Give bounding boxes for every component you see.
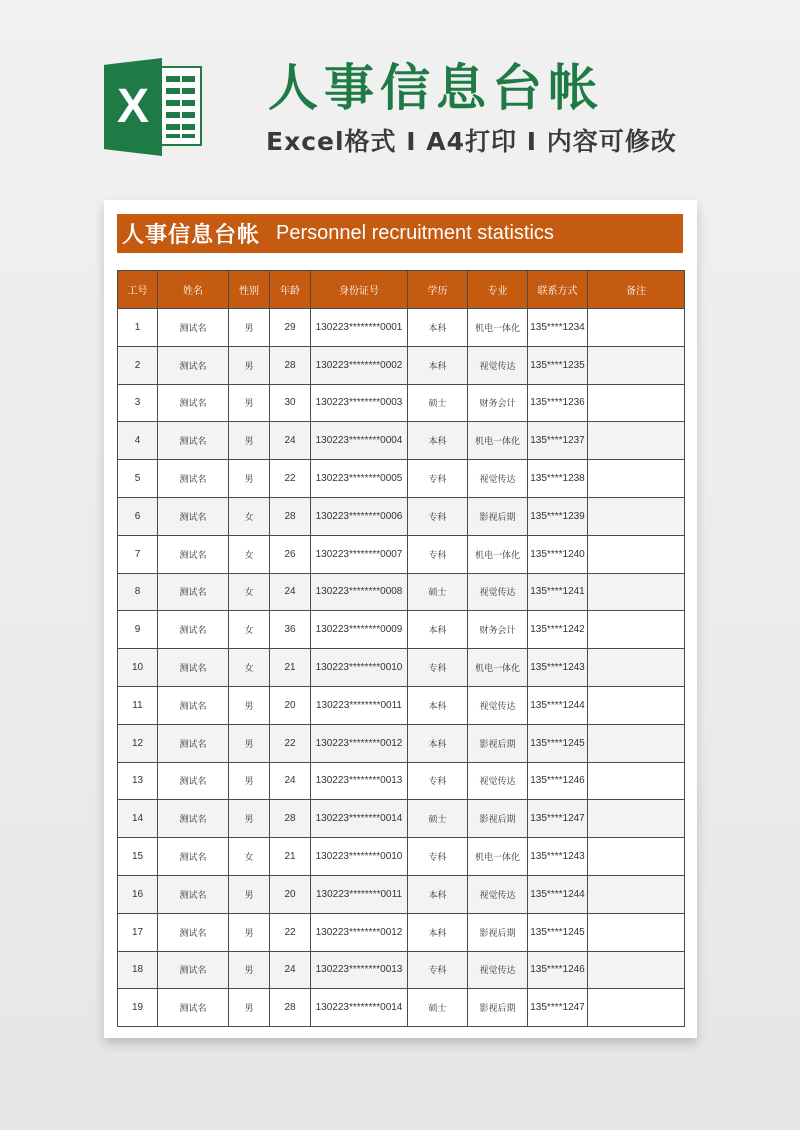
cell-name[interactable]: 测试名 — [158, 497, 229, 535]
cell-idno[interactable]: 130223********0012 — [311, 913, 408, 951]
cell-age[interactable]: 20 — [270, 686, 311, 724]
cell-notes[interactable] — [588, 649, 685, 687]
cell-major[interactable]: 机电一体化 — [468, 649, 528, 687]
cell-contact[interactable]: 135****1243 — [528, 649, 588, 687]
cell-major[interactable]: 视觉传达 — [468, 460, 528, 498]
cell-contact[interactable]: 135****1242 — [528, 611, 588, 649]
cell-education[interactable]: 专科 — [408, 951, 468, 989]
cell-age[interactable]: 21 — [270, 838, 311, 876]
cell-major[interactable]: 机电一体化 — [468, 838, 528, 876]
document-title-en: Personnel recruitment statistics — [276, 222, 554, 244]
table-row — [118, 686, 685, 724]
cell-major[interactable]: 影视后期 — [468, 724, 528, 762]
cell-idno[interactable]: 130223********0004 — [311, 422, 408, 460]
cell-notes[interactable] — [588, 951, 685, 989]
page-subtitle: Excel格式 I A4打印 I 内容可修改 — [266, 127, 677, 156]
column-header-education[interactable]: 学历 — [408, 271, 468, 309]
cell-name[interactable]: 测试名 — [158, 422, 229, 460]
cell-age[interactable]: 28 — [270, 989, 311, 1027]
cell-idno[interactable]: 130223********0009 — [311, 611, 408, 649]
cell-gender[interactable]: 女 — [229, 611, 270, 649]
cell-gender[interactable]: 男 — [229, 762, 270, 800]
cell-notes[interactable] — [588, 535, 685, 573]
cell-education[interactable]: 硕士 — [408, 573, 468, 611]
cell-contact[interactable]: 135****1237 — [528, 422, 588, 460]
page-title: 人事信息台帐 — [268, 59, 604, 117]
cell-idno[interactable]: 130223********0002 — [311, 346, 408, 384]
cell-notes[interactable] — [588, 573, 685, 611]
cell-name[interactable]: 测试名 — [158, 951, 229, 989]
cell-major[interactable]: 视觉传达 — [468, 686, 528, 724]
cell-age[interactable]: 24 — [270, 951, 311, 989]
cell-education[interactable]: 本科 — [408, 875, 468, 913]
cell-major[interactable]: 影视后期 — [468, 800, 528, 838]
cell-id[interactable]: 2 — [118, 346, 158, 384]
cell-idno[interactable]: 130223********0010 — [311, 838, 408, 876]
cell-contact[interactable]: 135****1236 — [528, 384, 588, 422]
cell-notes[interactable] — [588, 875, 685, 913]
cell-id[interactable]: 14 — [118, 800, 158, 838]
cell-notes[interactable] — [588, 724, 685, 762]
cell-notes[interactable] — [588, 611, 685, 649]
cell-contact[interactable]: 135****1235 — [528, 346, 588, 384]
table-row — [118, 800, 685, 838]
cell-notes[interactable] — [588, 989, 685, 1027]
cell-gender[interactable]: 男 — [229, 309, 270, 347]
table-row — [118, 724, 685, 762]
cell-major[interactable]: 机电一体化 — [468, 422, 528, 460]
cell-id[interactable]: 11 — [118, 686, 158, 724]
cell-education[interactable]: 硕士 — [408, 800, 468, 838]
cell-id[interactable]: 4 — [118, 422, 158, 460]
cell-education[interactable]: 专科 — [408, 460, 468, 498]
table-row — [118, 309, 685, 347]
cell-education[interactable]: 本科 — [408, 724, 468, 762]
table-row — [118, 762, 685, 800]
document-page — [104, 200, 697, 1038]
cell-age[interactable]: 24 — [270, 573, 311, 611]
table-row — [118, 913, 685, 951]
cell-id[interactable]: 15 — [118, 838, 158, 876]
cell-id[interactable]: 6 — [118, 497, 158, 535]
cell-gender[interactable]: 男 — [229, 913, 270, 951]
cell-gender[interactable]: 女 — [229, 497, 270, 535]
table-row — [118, 346, 685, 384]
table-row — [118, 384, 685, 422]
cell-education[interactable]: 本科 — [408, 422, 468, 460]
cell-age[interactable]: 22 — [270, 460, 311, 498]
cell-gender[interactable]: 男 — [229, 875, 270, 913]
cell-notes[interactable] — [588, 686, 685, 724]
cell-name[interactable]: 测试名 — [158, 913, 229, 951]
table-row — [118, 875, 685, 913]
cell-id[interactable]: 12 — [118, 724, 158, 762]
cell-gender[interactable]: 女 — [229, 838, 270, 876]
cell-gender[interactable]: 男 — [229, 951, 270, 989]
table-header-row — [118, 271, 685, 309]
cell-gender[interactable]: 男 — [229, 686, 270, 724]
cell-contact[interactable]: 135****1244 — [528, 875, 588, 913]
cell-gender[interactable]: 男 — [229, 724, 270, 762]
cell-major[interactable]: 视觉传达 — [468, 346, 528, 384]
table-row — [118, 460, 685, 498]
cell-idno[interactable]: 130223********0003 — [311, 384, 408, 422]
cell-age[interactable]: 30 — [270, 384, 311, 422]
cell-idno[interactable]: 130223********0013 — [311, 951, 408, 989]
cell-idno[interactable]: 130223********0012 — [311, 724, 408, 762]
cell-contact[interactable]: 135****1247 — [528, 800, 588, 838]
cell-name[interactable]: 测试名 — [158, 535, 229, 573]
cell-notes[interactable] — [588, 422, 685, 460]
cell-notes[interactable] — [588, 497, 685, 535]
cell-id[interactable]: 7 — [118, 535, 158, 573]
table-row — [118, 573, 685, 611]
cell-name[interactable]: 测试名 — [158, 649, 229, 687]
column-header-id[interactable]: 工号 — [118, 271, 158, 309]
cell-contact[interactable]: 135****1246 — [528, 762, 588, 800]
cell-id[interactable]: 9 — [118, 611, 158, 649]
cell-idno[interactable]: 130223********0014 — [311, 800, 408, 838]
cell-major[interactable]: 机电一体化 — [468, 535, 528, 573]
cell-age[interactable]: 28 — [270, 346, 311, 384]
table-row — [118, 535, 685, 573]
cell-gender[interactable]: 男 — [229, 346, 270, 384]
cell-notes[interactable] — [588, 913, 685, 951]
table-row — [118, 989, 685, 1027]
cell-gender[interactable]: 女 — [229, 649, 270, 687]
cell-idno[interactable]: 130223********0011 — [311, 875, 408, 913]
cell-major[interactable]: 影视后期 — [468, 497, 528, 535]
cell-education[interactable]: 硕士 — [408, 989, 468, 1027]
cell-age[interactable]: 28 — [270, 800, 311, 838]
cell-name[interactable]: 测试名 — [158, 686, 229, 724]
cell-notes[interactable] — [588, 460, 685, 498]
cell-name[interactable]: 测试名 — [158, 460, 229, 498]
cell-gender[interactable]: 男 — [229, 384, 270, 422]
cell-education[interactable]: 本科 — [408, 611, 468, 649]
cell-age[interactable]: 36 — [270, 611, 311, 649]
cell-major[interactable]: 影视后期 — [468, 913, 528, 951]
cell-id[interactable]: 18 — [118, 951, 158, 989]
table-row — [118, 497, 685, 535]
cell-contact[interactable]: 135****1234 — [528, 309, 588, 347]
cell-contact[interactable]: 135****1246 — [528, 951, 588, 989]
cell-education[interactable]: 专科 — [408, 838, 468, 876]
cell-gender[interactable]: 男 — [229, 460, 270, 498]
cell-name[interactable]: 测试名 — [158, 611, 229, 649]
cell-major[interactable]: 视觉传达 — [468, 573, 528, 611]
cell-major[interactable]: 影视后期 — [468, 989, 528, 1027]
cell-education[interactable]: 专科 — [408, 649, 468, 687]
cell-id[interactable]: 19 — [118, 989, 158, 1027]
cell-education[interactable]: 专科 — [408, 762, 468, 800]
cell-idno[interactable]: 130223********0001 — [311, 309, 408, 347]
cell-contact[interactable]: 135****1245 — [528, 724, 588, 762]
cell-gender[interactable]: 男 — [229, 422, 270, 460]
cell-name[interactable]: 测试名 — [158, 346, 229, 384]
cell-name[interactable]: 测试名 — [158, 573, 229, 611]
cell-education[interactable]: 本科 — [408, 913, 468, 951]
cell-contact[interactable]: 135****1247 — [528, 989, 588, 1027]
cell-id[interactable]: 13 — [118, 762, 158, 800]
cell-name[interactable]: 测试名 — [158, 875, 229, 913]
document-title-cn: 人事信息台帐 — [122, 223, 261, 248]
cell-contact[interactable]: 135****1239 — [528, 497, 588, 535]
column-header-gender[interactable]: 性别 — [229, 271, 270, 309]
cell-idno[interactable]: 130223********0010 — [311, 649, 408, 687]
column-header-major[interactable]: 专业 — [468, 271, 528, 309]
cell-idno[interactable]: 130223********0006 — [311, 497, 408, 535]
cell-contact[interactable]: 135****1240 — [528, 535, 588, 573]
column-header-idno[interactable]: 身份证号 — [311, 271, 408, 309]
cell-age[interactable]: 21 — [270, 649, 311, 687]
cell-name[interactable]: 测试名 — [158, 762, 229, 800]
cell-education[interactable]: 本科 — [408, 686, 468, 724]
cell-contact[interactable]: 135****1244 — [528, 686, 588, 724]
cell-name[interactable]: 测试名 — [158, 989, 229, 1027]
cell-contact[interactable]: 135****1238 — [528, 460, 588, 498]
cell-notes[interactable] — [588, 346, 685, 384]
table-row — [118, 951, 685, 989]
cell-gender[interactable]: 女 — [229, 573, 270, 611]
cell-id[interactable]: 17 — [118, 913, 158, 951]
cell-notes[interactable] — [588, 762, 685, 800]
excel-x-letter: X — [116, 80, 149, 133]
cell-education[interactable]: 专科 — [408, 535, 468, 573]
cell-age[interactable]: 22 — [270, 724, 311, 762]
cell-major[interactable]: 视觉传达 — [468, 875, 528, 913]
table-row — [118, 422, 685, 460]
cell-notes[interactable] — [588, 838, 685, 876]
cell-contact[interactable]: 135****1241 — [528, 573, 588, 611]
cell-age[interactable]: 22 — [270, 913, 311, 951]
cell-education[interactable]: 本科 — [408, 346, 468, 384]
cell-gender[interactable]: 男 — [229, 800, 270, 838]
cell-name[interactable]: 测试名 — [158, 309, 229, 347]
cell-id[interactable]: 10 — [118, 649, 158, 687]
cell-major[interactable]: 财务会计 — [468, 384, 528, 422]
cell-notes[interactable] — [588, 800, 685, 838]
cell-idno[interactable]: 130223********0014 — [311, 989, 408, 1027]
cell-contact[interactable]: 135****1245 — [528, 913, 588, 951]
cell-age[interactable]: 24 — [270, 422, 311, 460]
cell-id[interactable]: 8 — [118, 573, 158, 611]
cell-education[interactable]: 专科 — [408, 497, 468, 535]
cell-idno[interactable]: 130223********0013 — [311, 762, 408, 800]
cell-age[interactable]: 29 — [270, 309, 311, 347]
cell-id[interactable]: 16 — [118, 875, 158, 913]
cell-major[interactable]: 机电一体化 — [468, 309, 528, 347]
table-row — [118, 649, 685, 687]
excel-logo-icon — [104, 58, 204, 156]
cell-major[interactable]: 财务会计 — [468, 611, 528, 649]
cell-name[interactable]: 测试名 — [158, 800, 229, 838]
cell-gender[interactable]: 男 — [229, 989, 270, 1027]
cell-gender[interactable]: 女 — [229, 535, 270, 573]
cell-id[interactable]: 1 — [118, 309, 158, 347]
cell-age[interactable]: 26 — [270, 535, 311, 573]
cell-major[interactable]: 视觉传达 — [468, 762, 528, 800]
cell-notes[interactable] — [588, 309, 685, 347]
cell-education[interactable]: 硕士 — [408, 384, 468, 422]
cell-idno[interactable]: 130223********0005 — [311, 460, 408, 498]
cell-age[interactable]: 20 — [270, 875, 311, 913]
column-header-notes[interactable]: 备注 — [588, 271, 685, 309]
cell-id[interactable]: 5 — [118, 460, 158, 498]
cell-name[interactable]: 测试名 — [158, 724, 229, 762]
cell-id[interactable]: 3 — [118, 384, 158, 422]
document-title-band — [117, 214, 683, 253]
column-header-name[interactable]: 姓名 — [158, 271, 229, 309]
cell-major[interactable]: 视觉传达 — [468, 951, 528, 989]
cell-name[interactable]: 测试名 — [158, 384, 229, 422]
table-row — [118, 838, 685, 876]
cell-idno[interactable]: 130223********0007 — [311, 535, 408, 573]
cell-idno[interactable]: 130223********0008 — [311, 573, 408, 611]
column-header-age[interactable]: 年龄 — [270, 271, 311, 309]
cell-idno[interactable]: 130223********0011 — [311, 686, 408, 724]
cell-contact[interactable]: 135****1243 — [528, 838, 588, 876]
cell-name[interactable]: 测试名 — [158, 838, 229, 876]
spreadsheet-grid-icon — [156, 66, 202, 146]
personnel-table — [117, 270, 685, 1027]
table-row — [118, 611, 685, 649]
cell-education[interactable]: 本科 — [408, 309, 468, 347]
cell-age[interactable]: 24 — [270, 762, 311, 800]
cell-notes[interactable] — [588, 384, 685, 422]
cell-age[interactable]: 28 — [270, 497, 311, 535]
column-header-contact[interactable]: 联系方式 — [528, 271, 588, 309]
